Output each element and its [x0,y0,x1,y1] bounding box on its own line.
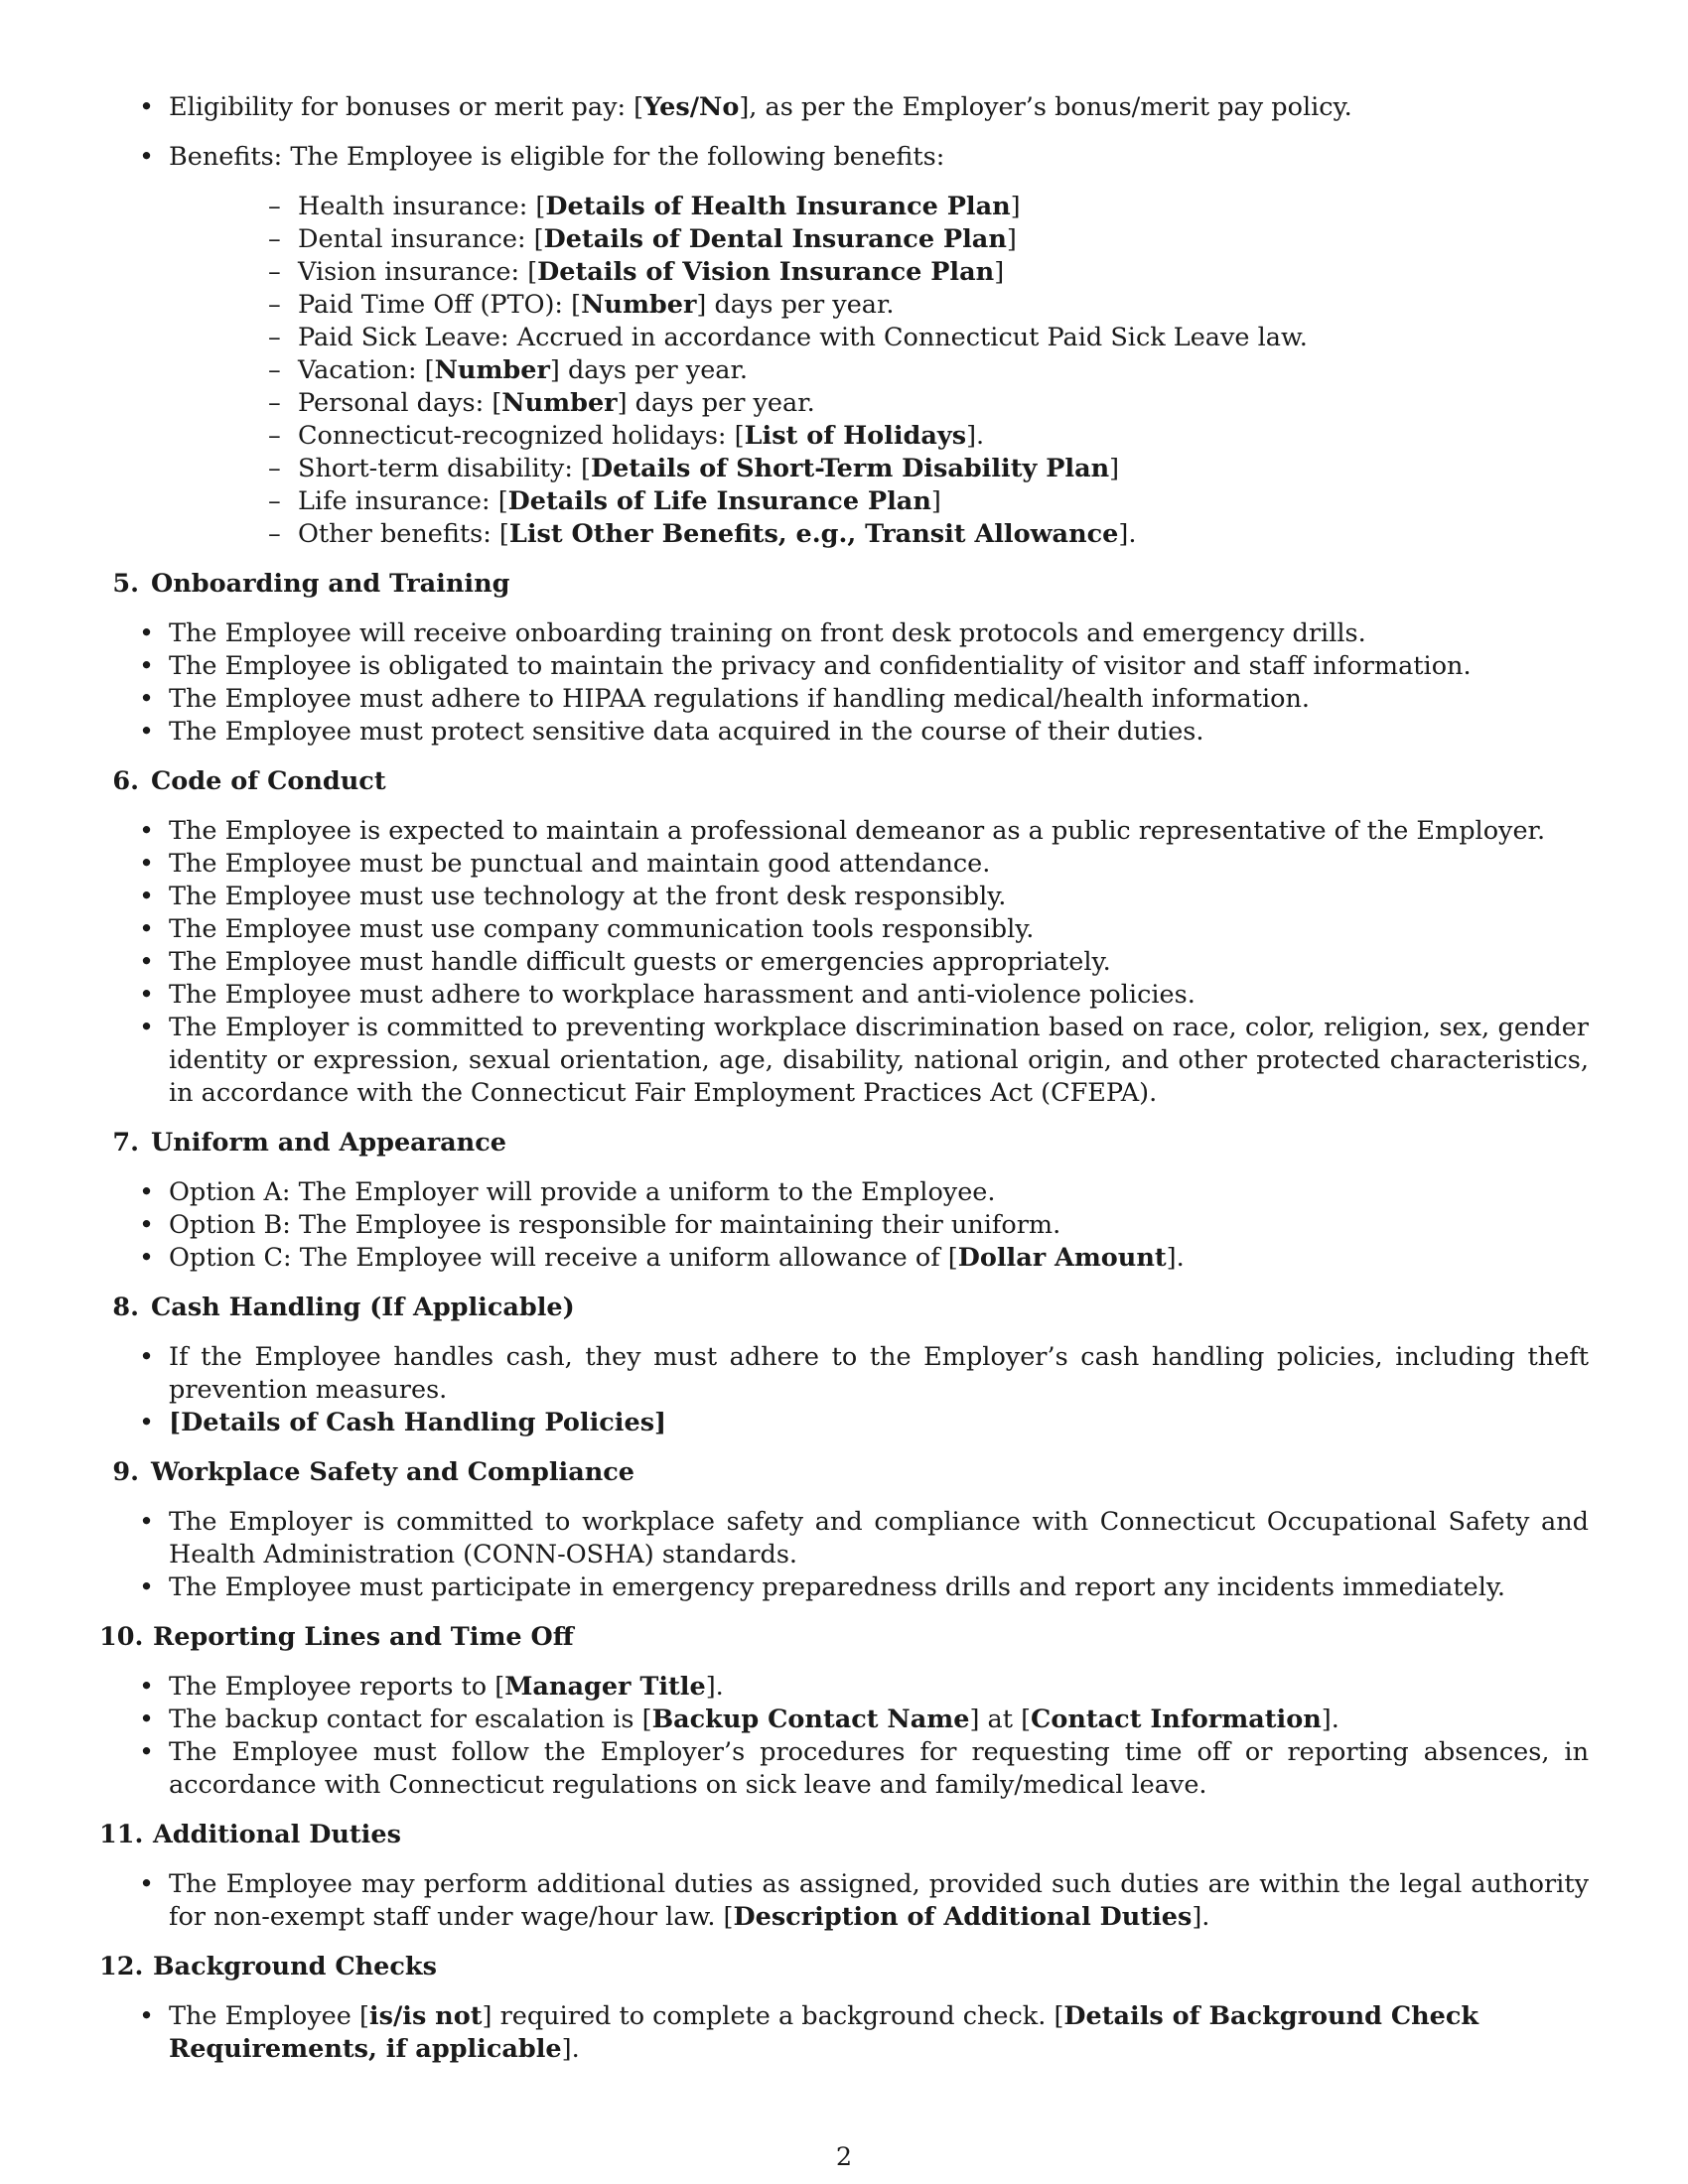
section-additional-duties [99,1819,1589,1934]
section-list [99,1506,1589,1604]
benefit-item: – Vision insurance: [Details of Vision Insurance Plan] [169,256,1589,289]
section-list [99,1341,1589,1439]
section-background-checks [99,1951,1589,2066]
section-uniform [99,1127,1589,1275]
section-onboarding [99,568,1589,749]
list-item: • The Employee must protect sensitive data acquired in the course of their duties. [99,716,1589,749]
list-item: • Option A: The Employer will provide a uniform to the Employee. [99,1176,1589,1209]
benefit-item: – Health insurance: [Details of Health Insurance Plan] [169,191,1589,223]
document-page [99,91,1589,2083]
section-workplace-safety [99,1456,1589,1604]
list-item: • The backup contact for escalation is [Backup Contact Name] at [Contact Information]. [99,1704,1589,1736]
list-item: • The Employee must participate in emergency preparedness drills and report any incidents immediately. [99,1571,1589,1604]
benefit-item: – Personal days: [Number] days per year. [169,387,1589,420]
list-item: • The Employee must use technology at the front desk responsibly. [99,881,1589,913]
section-list [99,815,1589,1110]
section-list [99,2000,1589,2066]
list-item: • The Employee must use company communication tools responsibly. [99,913,1589,946]
section-list [99,1868,1589,1934]
list-item: • If the Employee handles cash, they must adhere to the Employer’s cash handling policies, including theft prevention measures. [99,1341,1589,1407]
list-item: • [Details of Cash Handling Policies] [99,1407,1589,1439]
benefits-item: • Benefits: The Employee is eligible for the following benefits: – Health insurance: [Details of Health Insurance Plan] – Dental insurance: [Details of Dental Insurance Plan] – Vision insurance: [Details of Vision Insurance Plan] – Paid Time Off (PTO): [Number] days per year. – Paid Sick Leave: Accrued in accordance with Connecticut Paid Sick Leave law. – Vacation: [Number] days per year. – Personal days: [Number] days per year. – Connecticut-recognized holidays: [List of Holidays]. – Short-term disability: [Details of Short-Term Disability Plan] – Life insurance: [Details of Life Insurance Plan] – Other benefits: [List Other Benefits, e.g., Transit Allowance]. [99,141,1589,551]
list-item: • The Employee will receive onboarding training on front desk protocols and emergency drills. [99,617,1589,650]
list-item: • The Employee must follow the Employer’s procedures for requesting time off or reporting absences, in accordance with Connecticut regulations on sick leave and family/medical leave. [99,1736,1589,1802]
section-reporting-lines [99,1621,1589,1802]
section-heading: 9. Workplace Safety and Compliance [112,1457,635,1487]
benefit-item: – Vacation: [Number] days per year. [169,354,1589,387]
list-item: • The Employee is expected to maintain a professional demeanor as a public representative of the Employer. [99,815,1589,848]
bonus-item: • Eligibility for bonuses or merit pay: [Yes/No], as per the Employer’s bonus/merit pay policy. [99,91,1589,124]
section-cash-handling [99,1292,1589,1439]
list-item: • Option B: The Employee is responsible for maintaining their uniform. [99,1209,1589,1242]
benefit-item: – Connecticut-recognized holidays: [List of Holidays]. [169,420,1589,453]
list-item: • The Employee is obligated to maintain the privacy and confidentiality of visitor and staff information. [99,650,1589,683]
section-heading: 11. Additional Duties [99,1820,401,1849]
benefit-item: – Other benefits: [List Other Benefits, e.g., Transit Allowance]. [169,518,1589,551]
list-item: • The Employee [is/is not] required to complete a background check. [Details of Background Check Requirements, if applicable]. [99,2000,1589,2066]
list-item: • The Employee reports to [Manager Title]. [99,1671,1589,1704]
list-item: • The Employer is committed to workplace safety and compliance with Connecticut Occupational Safety and Health Administration (CONN-OSHA) standards. [99,1506,1589,1571]
benefit-item: – Paid Sick Leave: Accrued in accordance with Connecticut Paid Sick Leave law. [169,322,1589,354]
section-heading: 12. Background Checks [99,1952,437,1981]
list-item: • The Employee must handle difficult guests or emergencies appropriately. [99,946,1589,979]
section-heading: 7. Uniform and Appearance [112,1128,506,1158]
list-item: • The Employee may perform additional duties as assigned, provided such duties are within the legal authority for non-exempt staff under wage/hour law. [Description of Additional Duties]. [99,1868,1589,1934]
page-number: 2 [835,2142,853,2172]
section-heading: 6. Code of Conduct [112,766,386,796]
section-heading: 8. Cash Handling (If Applicable) [112,1293,575,1322]
list-item: • The Employee must adhere to HIPAA regulations if handling medical/health information. [99,683,1589,716]
compensation-bullets [99,91,1589,551]
benefit-item: – Dental insurance: [Details of Dental Insurance Plan] [169,223,1589,256]
section-code-of-conduct [99,765,1589,1110]
section-list [99,617,1589,749]
benefit-item: – Life insurance: [Details of Life Insurance Plan] [169,485,1589,518]
section-list [99,1671,1589,1802]
section-heading: 5. Onboarding and Training [112,569,510,599]
section-heading: 10. Reporting Lines and Time Off [99,1622,574,1652]
list-item: • The Employee must adhere to workplace harassment and anti-violence policies. [99,979,1589,1012]
list-item: • The Employer is committed to preventing workplace discrimination based on race, color, religion, sex, gender identity or expression, sexual orientation, age, disability, national origin, and other protected characteristics, in accordance with the Connecticut Fair Employment Practices Act (CFEPA). [99,1012,1589,1110]
benefits-list [169,191,1589,551]
benefit-item: – Paid Time Off (PTO): [Number] days per year. [169,289,1589,322]
section-list [99,1176,1589,1275]
benefit-item: – Short-term disability: [Details of Short-Term Disability Plan] [169,453,1589,485]
list-item: • Option C: The Employee will receive a uniform allowance of [Dollar Amount]. [99,1242,1589,1275]
list-item: • The Employee must be punctual and maintain good attendance. [99,848,1589,881]
